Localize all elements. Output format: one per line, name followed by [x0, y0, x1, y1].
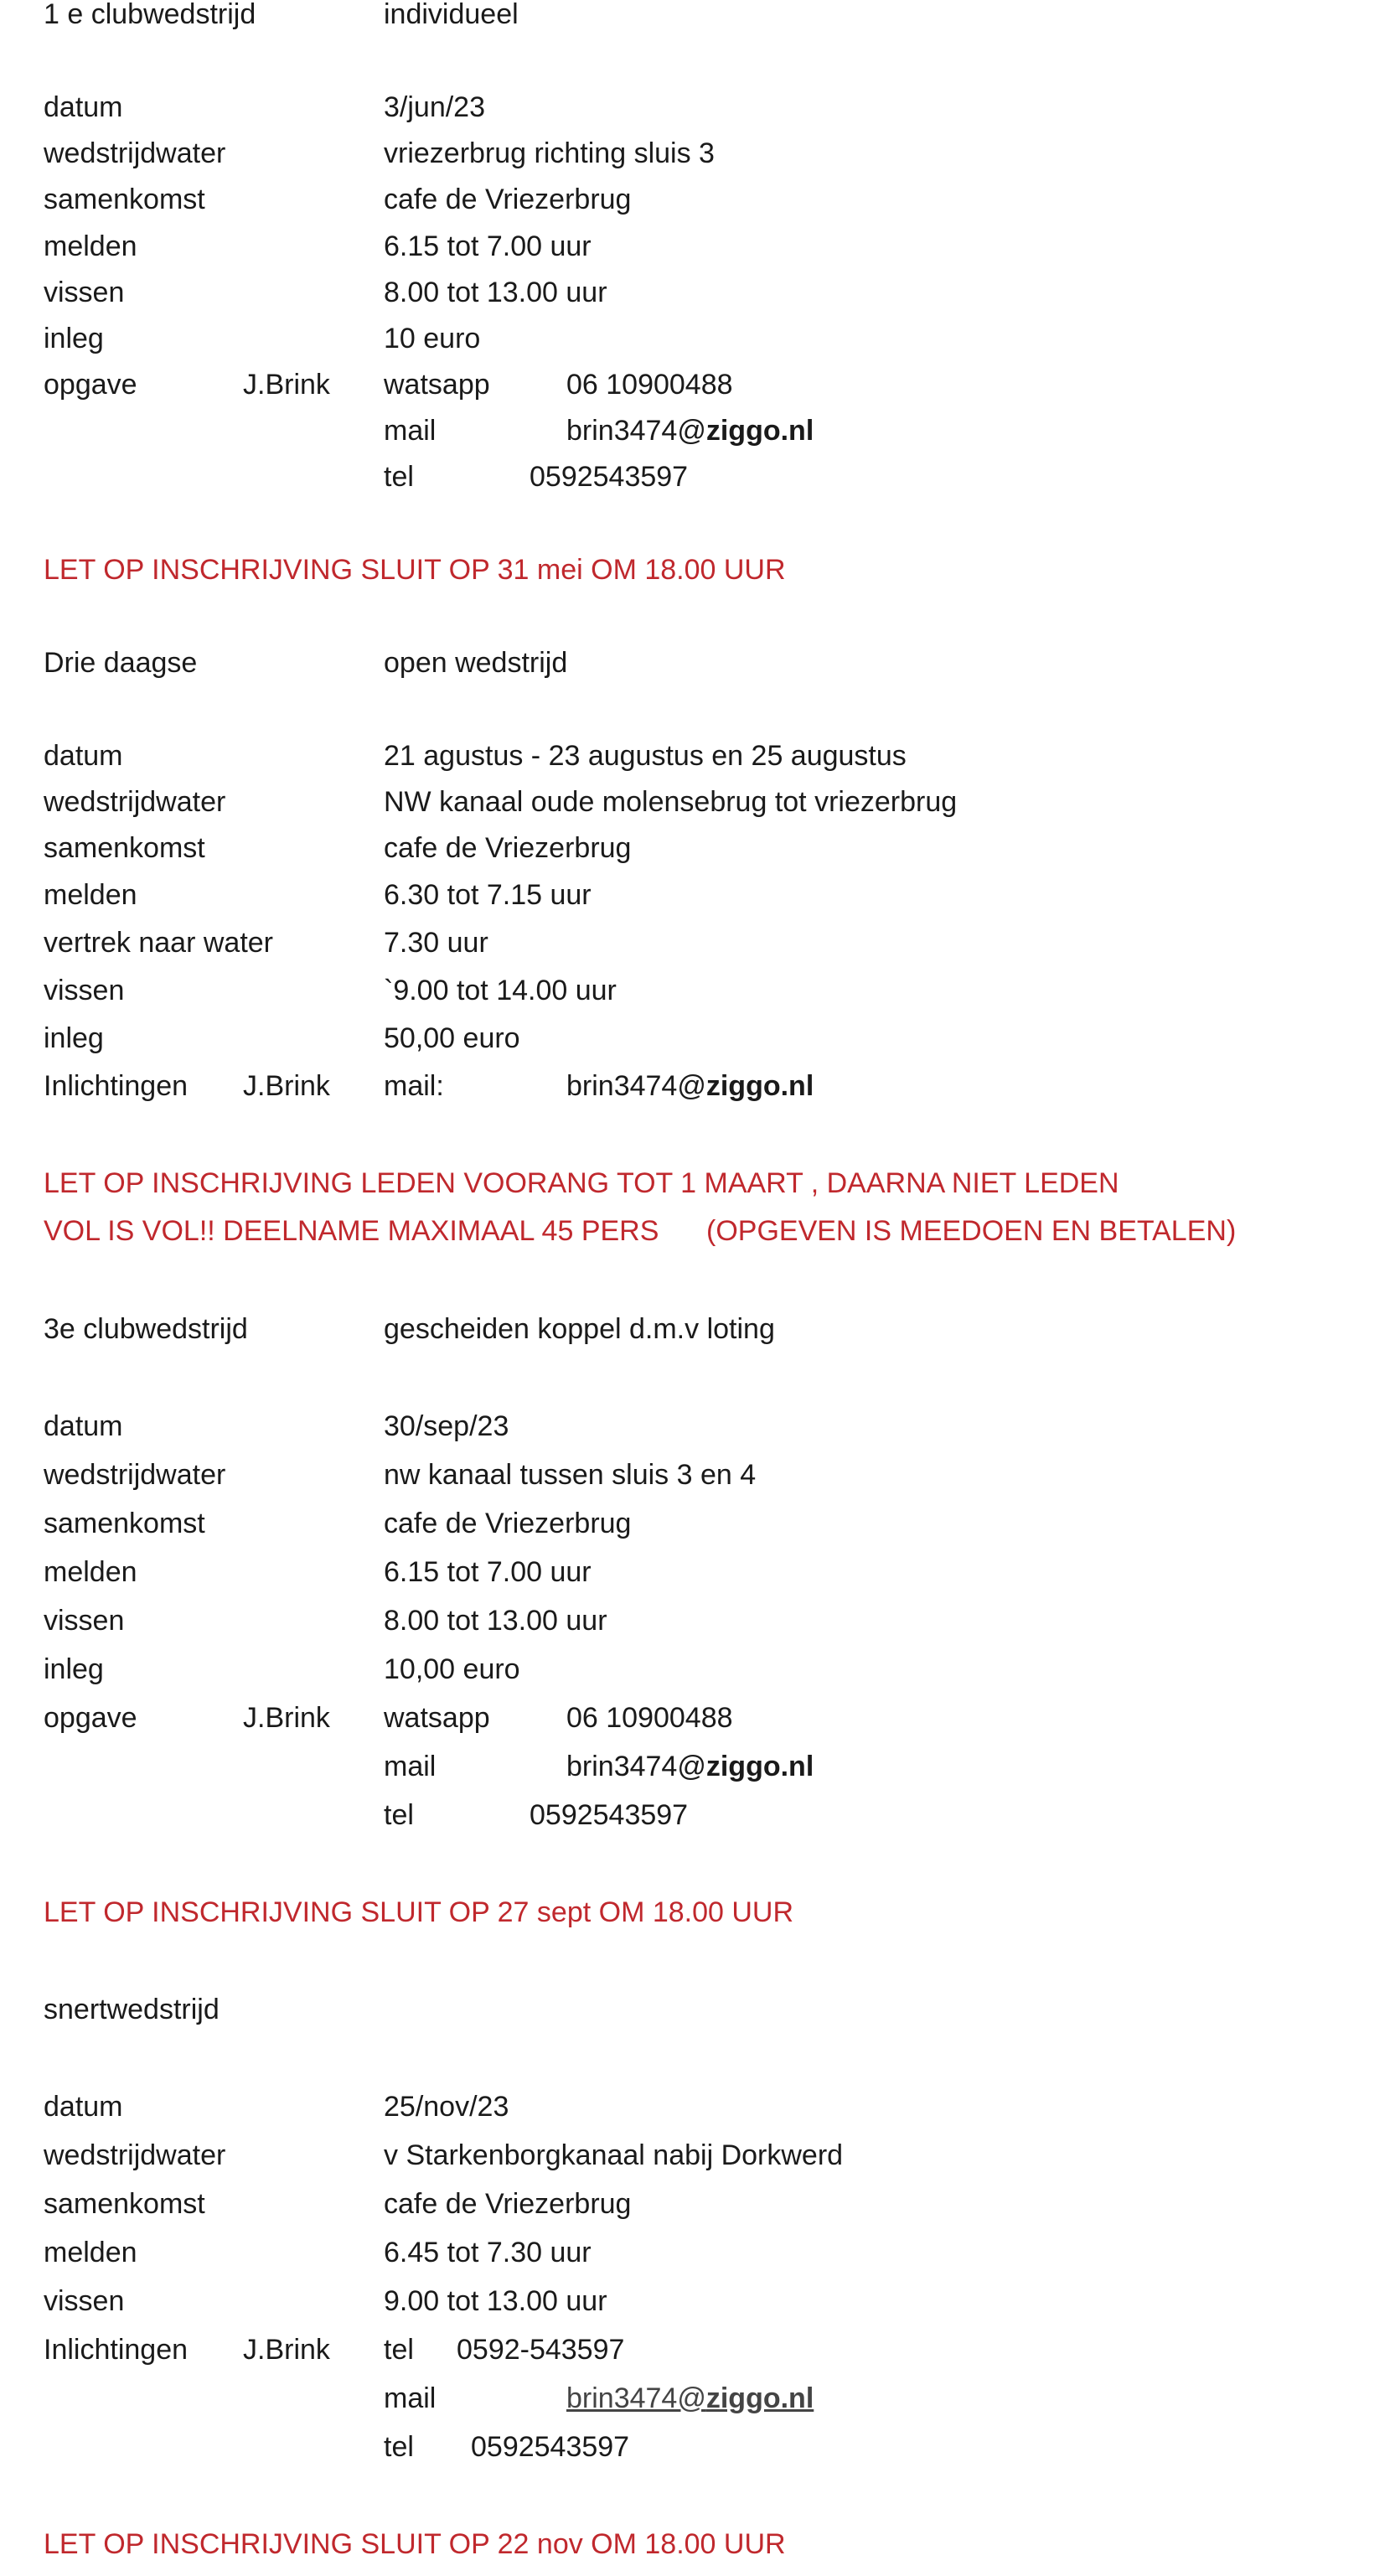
email-address[interactable]: brin3474@ziggo.nl: [566, 1070, 814, 1102]
contact-name: J.Brink: [243, 1070, 330, 1102]
email-address[interactable]: brin3474@ziggo.nl: [566, 1751, 814, 1782]
contact-name: J.Brink: [243, 1702, 330, 1734]
section-type: individueel: [384, 0, 519, 30]
contact-name: J.Brink: [243, 369, 330, 401]
section-title: 1 e clubwedstrijd: [44, 0, 256, 30]
section-type: open wedstrijd: [384, 647, 568, 679]
phone-number: 0592-543597: [457, 2334, 625, 2366]
whatsapp-number: 06 10900488: [566, 369, 733, 401]
email-address[interactable]: brin3474@ziggo.nl: [566, 415, 814, 447]
phone-number: 0592543597: [530, 1799, 689, 1831]
phone-number: 0592543597: [471, 2431, 630, 2463]
section-type: gescheiden koppel d.m.v loting: [384, 1313, 775, 1345]
whatsapp-number: 06 10900488: [566, 1702, 733, 1734]
section-title: 3e clubwedstrijd: [44, 1313, 248, 1345]
section-title: snertwedstrijd: [44, 1994, 220, 2025]
email-link[interactable]: brin3474@ziggo.nl: [566, 2382, 814, 2414]
section-title: Drie daagse: [44, 647, 198, 679]
contact-name: J.Brink: [243, 2334, 330, 2366]
phone-number: 0592543597: [530, 461, 689, 493]
